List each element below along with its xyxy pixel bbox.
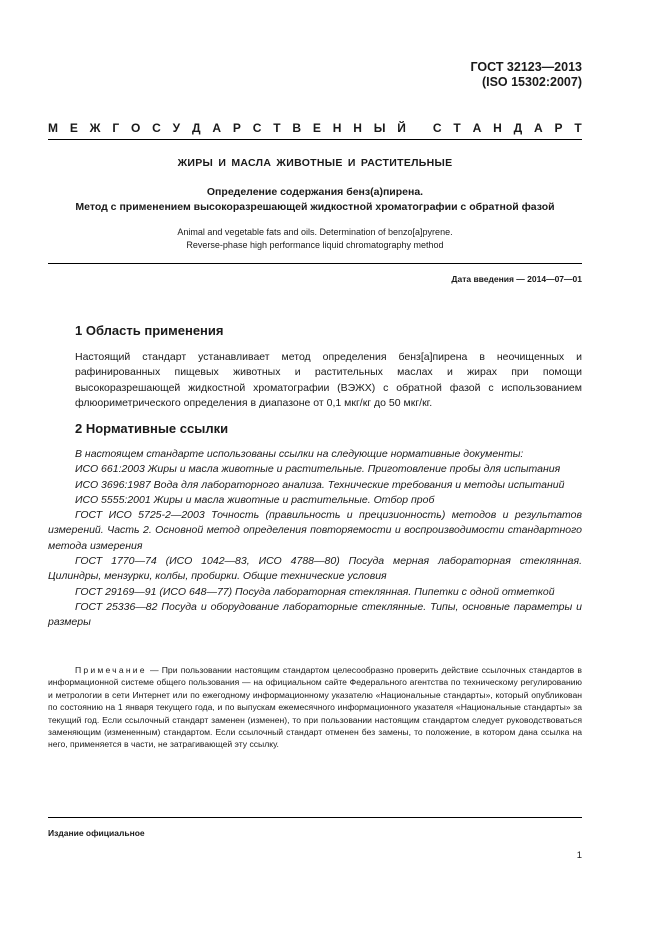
section-2-heading: 2 Нормативные ссылки [75, 421, 229, 436]
heading-letter: Т [273, 121, 281, 135]
note-block [48, 664, 582, 751]
heading-letter: Д [513, 121, 523, 135]
reference-item: ГОСТ ИСО 5725-2—2003 Точность (правильность и прецизионность) методов и результатов измерений. Часть 2. Основной метод определения повторяемости и воспроизводимости стандартного метода измерения [48, 509, 582, 552]
standard-number-block [470, 60, 582, 90]
normative-references-list [48, 447, 582, 631]
heading-letter: Ы [373, 121, 386, 135]
standard-number: ГОСТ 32123—2013 [470, 60, 582, 74]
reference-item: ИСО 5555:2001 Жиры и масла животные и растительные. Отбор проб [75, 493, 435, 506]
edition-label: Издание официальное [48, 828, 145, 838]
reference-item: ГОСТ 1770—74 (ИСО 1042—83, ИСО 4788—80) Посуда мерная лабораторная стеклянная. Цилиндры, мензурки, колбы, пробирки. Общие технические условия [48, 555, 582, 583]
heading-letter: А [212, 121, 222, 135]
interstate-standard-heading [48, 121, 582, 135]
document-title: ЖИРЫ И МАСЛА ЖИВОТНЫЕ И РАСТИТЕЛЬНЫЕ [177, 157, 453, 169]
reference-item: ИСО 3696:1987 Вода для лабораторного анализа. Технические требования и методы испытаний [75, 478, 565, 491]
section-1-heading: 1 Область применения [75, 323, 224, 338]
page-number: 1 [576, 850, 582, 861]
heading-letter: Т [453, 121, 461, 135]
heading-letter: Н [353, 121, 362, 135]
title-rule [48, 263, 582, 264]
heading-letter: Д [191, 121, 201, 135]
heading-letter: Р [232, 121, 241, 135]
reference-item: ИСО 661:2003 Жиры и масла животные и растительные. Приготовление пробы для испытания [75, 463, 561, 476]
footer-rule [48, 817, 582, 818]
heading-letter: Н [332, 121, 342, 135]
heading-letter: Й [397, 121, 406, 135]
heading-letter: А [472, 121, 482, 135]
english-title-line-1: Animal and vegetable fats and oils. Determination of benzo[a]pyrene. [177, 227, 453, 237]
heading-letter: Т [574, 121, 582, 135]
heading-letter [418, 121, 421, 135]
heading-letter: А [533, 121, 543, 135]
subtitle-line-2: Метод с применением высокоразрешающей жидкостной хроматографии с обратной фазой [75, 201, 555, 213]
english-title-line-2: Reverse-phase high performance liquid chromatography method [186, 240, 444, 250]
note-text: — При пользовании настоящим стандартом целесообразно проверить действие ссылочных стандартов в информационной системе общего пользования — на официальном сайте Федерального агентства по техническому регулированию и метрологии в сети Интернет или по ежегодному информационному указателю «Национальные стандарты», который опубликован по состоянию на 1 января текущего года, и по выпускам ежемесячного информационного указателя «Национальные стандарты» за текущий год. Если ссылочный стандарт заменен (изменен), то при пользовании настоящим стандартом следует руководствоваться заменяющим (измененным) стандартом. Если ссылочный стандарт отменен без замены, то положение, в котором дана ссылка на него, применяется в части, не затрагивающей эту ссылку. [48, 665, 582, 750]
heading-letter: Е [312, 121, 321, 135]
reference-item: ГОСТ 29169—91 (ИСО 648—77) Посуда лабораторная стеклянная. Пипетки с одной отметкой [75, 585, 555, 598]
section-1-text [48, 350, 582, 411]
introduction-date: Дата введения — 2014—07—01 [451, 274, 582, 284]
subtitle-line-1: Определение содержания бенз(а)пирена. [206, 186, 424, 198]
heading-letter: С [252, 121, 262, 135]
iso-number: (ISO 15302:2007) [481, 75, 582, 89]
heading-letter: С [432, 121, 442, 135]
heading-letter: У [172, 121, 181, 135]
heading-letter: Р [554, 121, 563, 135]
heading-letter: О [131, 121, 141, 135]
heading-letter: В [292, 121, 302, 135]
scope-paragraph: Настоящий стандарт устанавливает метод определения бенз[а]пирена в неочищенных и рафинированных пищевых животных и растительных маслах и жирах при помощи высокоразрешающей жидкостной хроматографии (ВЭЖХ) с обратной фазой с использованием флюориметрического определения в диапазоне от 0,1 мкг/кг до 50 мкг/кг. [75, 351, 582, 409]
document-subtitle [48, 185, 582, 215]
english-title [48, 226, 582, 252]
heading-letter: Н [493, 121, 502, 135]
reference-item: ГОСТ 25336—82 Посуда и оборудование лабораторные стеклянные. Типы, основные параметры и размеры [48, 600, 582, 629]
top-rule [48, 139, 582, 140]
heading-letter: Е [69, 121, 78, 135]
heading-letter: М [48, 121, 58, 135]
heading-letter: С [152, 121, 161, 135]
heading-letter: Г [112, 121, 120, 135]
heading-letter: Ж [89, 121, 101, 135]
note-label: Примечание [75, 665, 147, 675]
references-intro: В настоящем стандарте использованы ссылки на следующие нормативные документы: [75, 448, 524, 460]
